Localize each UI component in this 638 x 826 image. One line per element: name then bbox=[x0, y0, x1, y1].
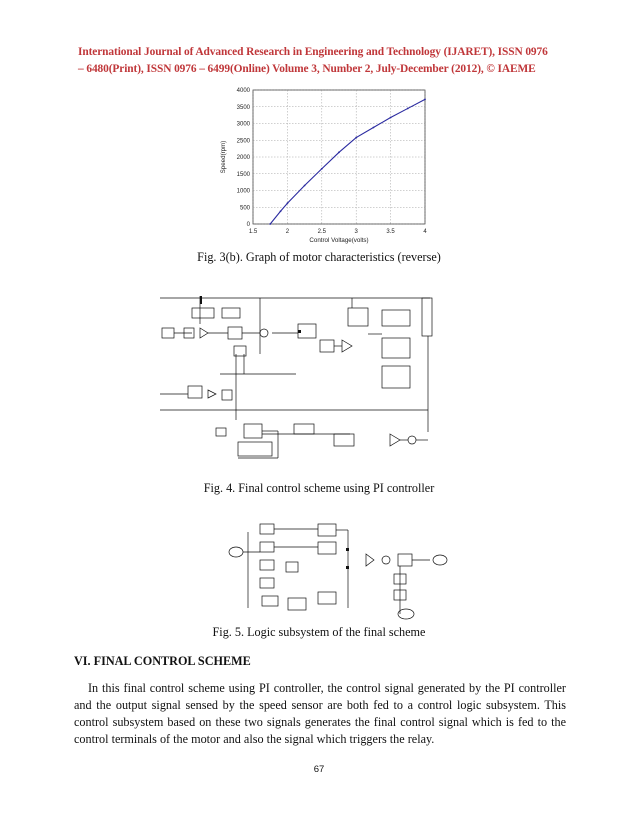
y-tick-label: 4000 bbox=[236, 88, 250, 94]
data-point bbox=[424, 98, 426, 100]
data-point bbox=[287, 202, 289, 204]
data-point bbox=[355, 137, 357, 139]
y-tick-label: 3500 bbox=[236, 104, 250, 111]
data-point bbox=[407, 108, 409, 110]
y-tick-label: 500 bbox=[239, 205, 250, 212]
data-point bbox=[338, 151, 340, 153]
fig5-caption: Fig. 5. Logic subsystem of the final scheme bbox=[212, 625, 426, 639]
x-tick-label: 1.5 bbox=[248, 229, 258, 235]
fig3b-caption: Fig. 3(b). Graph of motor characteristics (reverse) bbox=[197, 250, 441, 264]
x-tick-label: 3 bbox=[354, 229, 358, 235]
plot-frame bbox=[253, 90, 425, 224]
x-axis-label: Control Voltage(volts) bbox=[309, 237, 369, 244]
fig4-caption: Fig. 4. Final control scheme using PI controller bbox=[203, 481, 435, 495]
data-point bbox=[321, 168, 323, 170]
data-point bbox=[390, 117, 392, 119]
y-tick-label: 3000 bbox=[236, 121, 250, 128]
header-line-1: International Journal of Advanced Research in Engineering and Technology (IJARET), ISSN 0976 bbox=[78, 46, 548, 58]
logic-subsystem-diagram bbox=[226, 518, 460, 626]
data-point bbox=[304, 185, 306, 187]
data-point bbox=[269, 223, 271, 225]
journal-header bbox=[78, 44, 578, 78]
body-paragraph: In this final control scheme using PI controller, the control signal generated by the PI controller and the output signal sensed by the speed sensor are both fed to a control logic subsystem. This control subsystem based on these two signals generates the final control signal which is fed to the control terminals of the motor and also the signal which triggers the relay. bbox=[74, 681, 566, 746]
x-tick-label: 3.5 bbox=[386, 229, 395, 235]
x-tick-label: 2.5 bbox=[317, 229, 326, 235]
y-tick-label: 2000 bbox=[236, 155, 250, 161]
header-line-2: – 6480(Print), ISSN 0976 – 6499(Online) Volume 3, Number 2, July-December (2012), © IAEME bbox=[78, 63, 536, 75]
x-tick-label: 2 bbox=[285, 229, 290, 235]
pi-control-scheme-diagram bbox=[160, 294, 436, 466]
page-number: 67 bbox=[313, 764, 325, 775]
data-point bbox=[280, 210, 282, 212]
y-axis-label: Speed(rpm) bbox=[220, 140, 227, 174]
section-heading: VI. FINAL CONTROL SCHEME bbox=[74, 654, 251, 668]
data-point bbox=[373, 127, 375, 129]
speed-curve bbox=[270, 99, 425, 224]
y-tick-label: 1500 bbox=[236, 171, 250, 178]
y-tick-label: 0 bbox=[246, 222, 250, 228]
y-tick-label: 1000 bbox=[236, 188, 250, 195]
x-tick-label: 4 bbox=[423, 229, 427, 235]
motor-characteristics-chart bbox=[215, 84, 440, 246]
y-tick-label: 2500 bbox=[236, 138, 250, 145]
